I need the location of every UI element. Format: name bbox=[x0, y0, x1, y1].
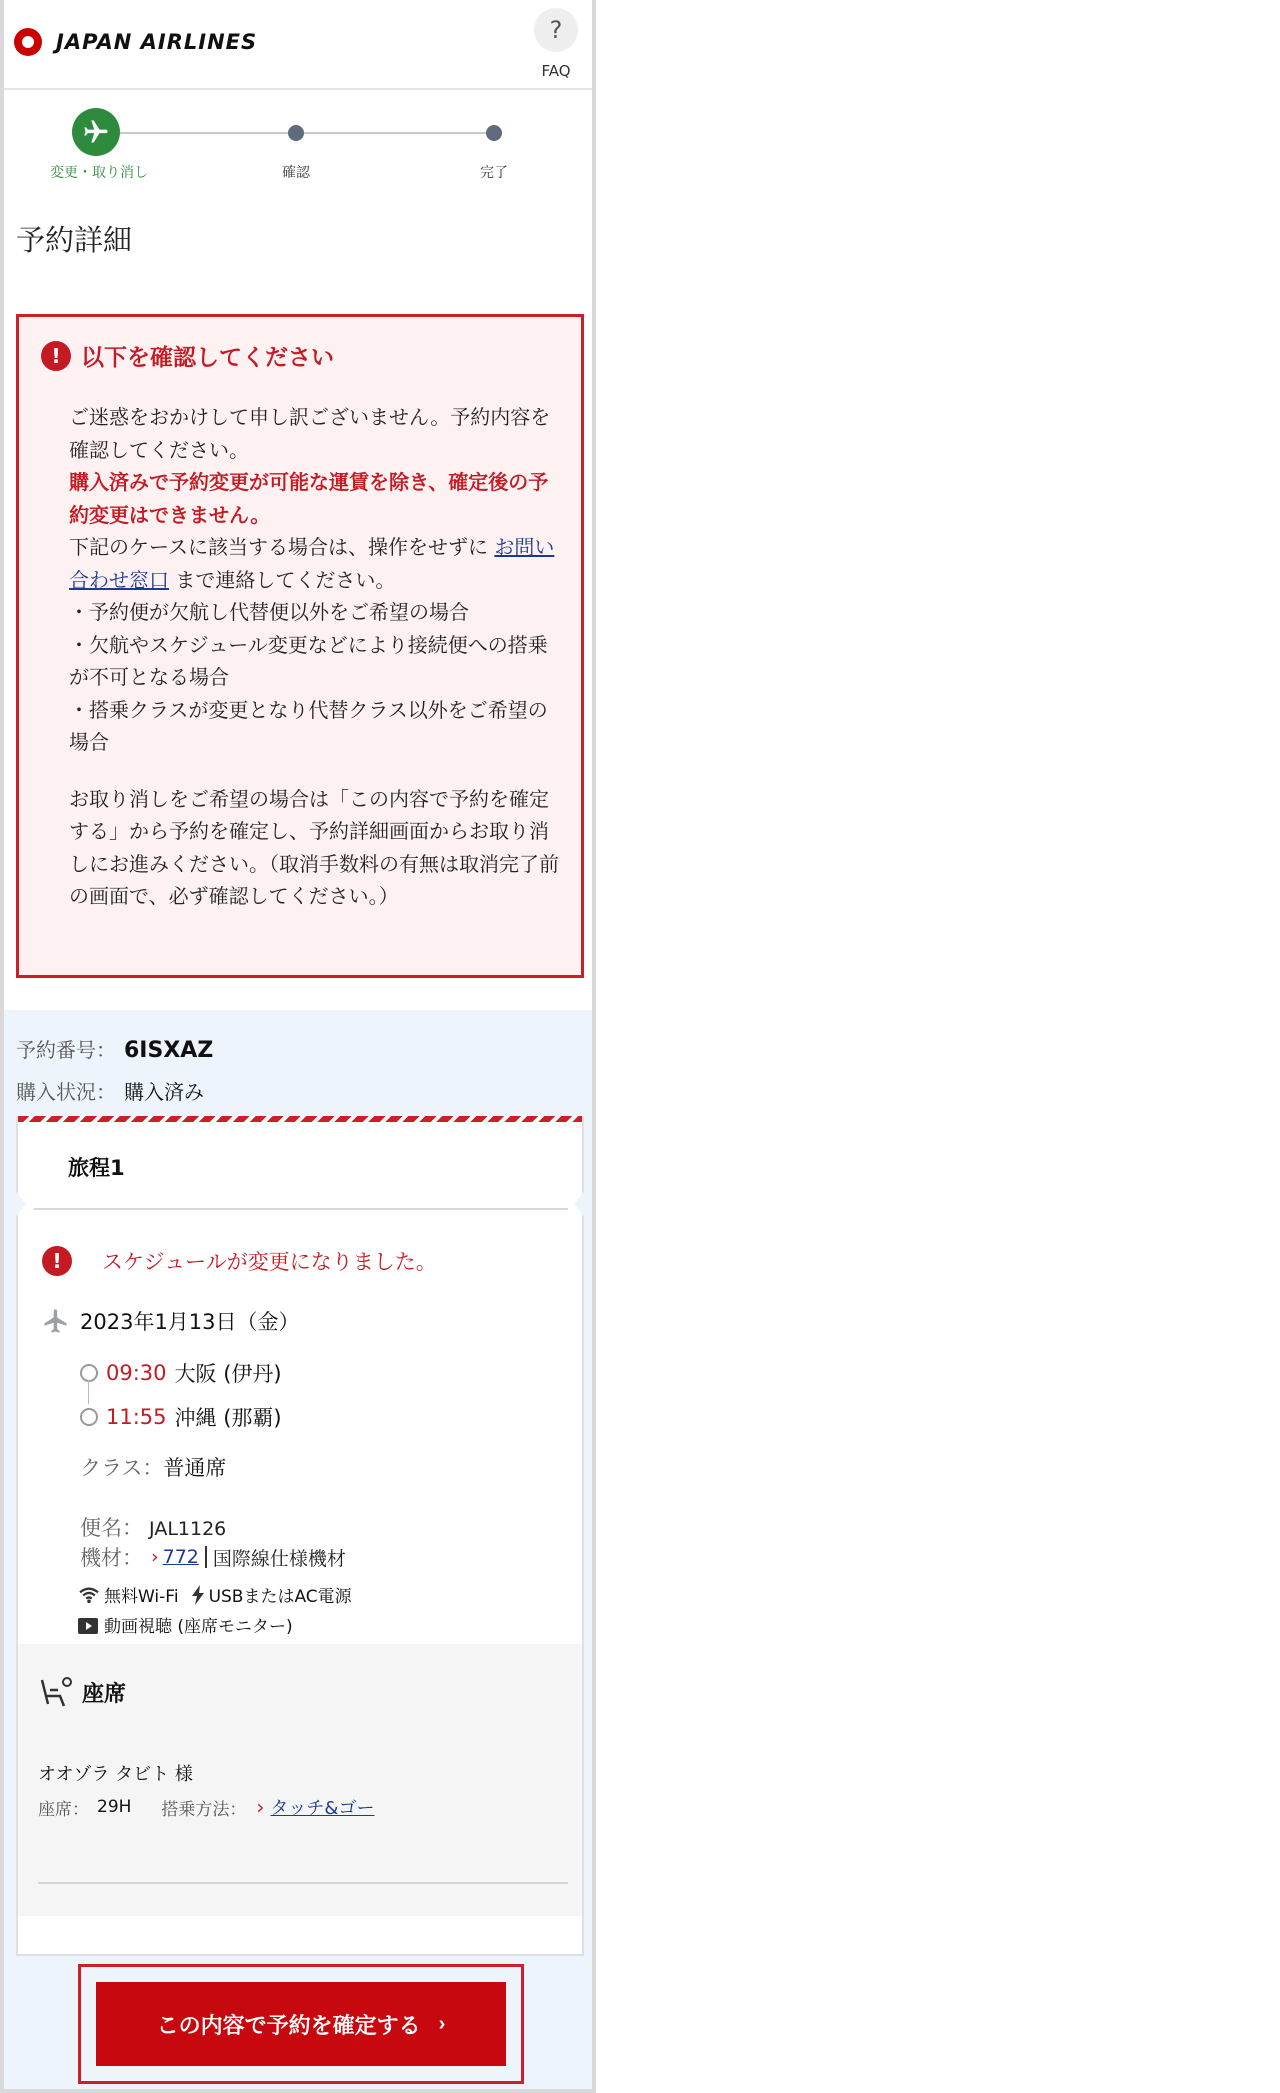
confirm-button-label: この内容で予約を確定する bbox=[156, 2012, 421, 2038]
video-text: 動画視聴 (座席モニター) bbox=[104, 1617, 293, 1637]
alert-heading bbox=[41, 339, 334, 372]
seat-heading-text: 座席 bbox=[82, 1681, 127, 1707]
cabin-class bbox=[80, 1452, 226, 1482]
flight-date-text: 2023年1月13日（金） bbox=[80, 1310, 300, 1334]
confirm-booking-button[interactable] bbox=[96, 1982, 506, 2066]
help-icon: ? bbox=[534, 8, 578, 52]
departure-time: 09:30 bbox=[106, 1361, 167, 1385]
aircraft-type-link[interactable]: 772 bbox=[162, 1546, 199, 1568]
booking-reference bbox=[16, 1034, 213, 1063]
contact-pre: 下記のケースに該当する場合は、操作をせずに bbox=[69, 535, 488, 559]
exclamation-icon: ! bbox=[42, 1246, 72, 1276]
chevron-right-icon: › bbox=[256, 1795, 265, 1819]
schedule-change-text: スケジュールが変更になりました。 bbox=[102, 1250, 437, 1274]
flight-label: 便名： bbox=[80, 1516, 143, 1540]
exclamation-icon: ! bbox=[41, 341, 71, 371]
step-label-change: 変更・取り消し bbox=[50, 165, 148, 181]
step-marker-confirm bbox=[288, 125, 304, 141]
alert-contact-text bbox=[69, 531, 559, 596]
equipment-label: 機材： bbox=[80, 1546, 143, 1570]
passenger-name: オオゾラ タビト 様 bbox=[38, 1764, 193, 1785]
amenities-row bbox=[78, 1582, 352, 1607]
page-title: 予約詳細 bbox=[16, 223, 133, 257]
status-label: 購入状況： bbox=[16, 1080, 116, 1104]
arrival-time: 11:55 bbox=[106, 1405, 167, 1429]
alert-cancel-note: お取り消しをご希望の場合は「この内容で予約を確定する」から予約を確定し、予約詳細画面からお取り消しにお進みください。（取消手数料の有無は取消完了前の画面で、必ず確認してください。） bbox=[69, 786, 559, 908]
seat-info bbox=[38, 1794, 374, 1820]
step-marker-complete bbox=[486, 125, 502, 141]
alert-important: 購入済みで予約変更が可能な運賃を除き、確定後の予約変更はできません。 bbox=[69, 470, 549, 527]
wifi-icon bbox=[78, 1586, 100, 1604]
seat-label: 座席： bbox=[38, 1799, 89, 1820]
arrival bbox=[80, 1402, 282, 1432]
contact-link[interactable]: お問い合わせ窓口 bbox=[69, 535, 555, 592]
alert-heading-text: 以下を確認してください bbox=[81, 345, 334, 371]
power-text: USBまたはAC電源 bbox=[208, 1587, 352, 1607]
status-value: 購入済み bbox=[124, 1080, 204, 1104]
crane-logo-icon bbox=[14, 28, 42, 56]
video-icon bbox=[78, 1616, 98, 1634]
warning-alert bbox=[16, 314, 584, 978]
booking-section bbox=[4, 1010, 592, 2089]
separator bbox=[205, 1546, 207, 1568]
booking-ref-label: 予約番号： bbox=[16, 1038, 116, 1062]
step-label-complete: 完了 bbox=[480, 165, 508, 181]
itinerary-card bbox=[16, 1116, 584, 1956]
card-top-stripe bbox=[18, 1116, 582, 1122]
seat-heading bbox=[38, 1676, 126, 1708]
schedule-change-notice bbox=[42, 1246, 437, 1276]
boarding-label: 搭乗方法： bbox=[161, 1799, 247, 1820]
alert-body bbox=[69, 401, 559, 913]
wifi-text: 無料Wi-Fi bbox=[104, 1587, 179, 1607]
seat-value: 29H bbox=[97, 1797, 132, 1817]
class-value: 普通席 bbox=[163, 1456, 227, 1480]
jal-logo[interactable] bbox=[14, 28, 257, 56]
alert-apology: ご迷惑をおかけして申し訳ございません。予約内容を確認してください。 bbox=[69, 405, 551, 462]
faq-button[interactable] bbox=[530, 8, 582, 80]
seat-icon bbox=[38, 1676, 72, 1708]
site-header bbox=[4, 0, 592, 90]
aircraft-desc: 国際線仕様機材 bbox=[212, 1547, 346, 1570]
card-notch-right bbox=[574, 1192, 584, 1216]
purchase-status bbox=[16, 1076, 204, 1105]
phone-frame bbox=[0, 0, 596, 2093]
booking-ref-value: 6ISXAZ bbox=[124, 1038, 214, 1063]
flight-number bbox=[80, 1512, 226, 1542]
route-connector bbox=[88, 1380, 89, 1404]
class-label: クラス： bbox=[80, 1456, 164, 1480]
progress-stepper bbox=[4, 90, 592, 190]
seat-section bbox=[18, 1644, 582, 1916]
step-label-confirm: 確認 bbox=[282, 165, 310, 181]
seat-divider bbox=[38, 1882, 568, 1884]
airplane-icon bbox=[82, 118, 110, 146]
contact-post: まで連絡してください。 bbox=[175, 567, 396, 592]
departure-place: 大阪 (伊丹) bbox=[174, 1362, 282, 1386]
lightning-icon bbox=[191, 1585, 205, 1605]
card-notch-left bbox=[16, 1192, 26, 1216]
alert-bullet: ・予約便が欠航し代替便以外をご希望の場合 bbox=[69, 600, 469, 624]
faq-label: FAQ bbox=[541, 62, 571, 80]
chevron-right-icon: › bbox=[438, 2012, 446, 2035]
arrival-place: 沖縄 (那覇) bbox=[174, 1406, 282, 1430]
departure-circle-icon bbox=[80, 1364, 98, 1382]
arrival-circle-icon bbox=[80, 1408, 98, 1426]
alert-bullet: ・欠航やスケジュール変更などにより接続便への搭乗が不可となる場合 bbox=[69, 632, 548, 689]
chevron-right-icon: › bbox=[151, 1546, 159, 1568]
card-divider bbox=[34, 1208, 568, 1210]
brand-name: JAPAN AIRLINES bbox=[56, 30, 258, 54]
flight-value: JAL1126 bbox=[149, 1518, 227, 1540]
leg-title: 旅程1 bbox=[68, 1156, 125, 1180]
step-current-marker bbox=[72, 108, 120, 156]
alert-bullet: ・搭乗クラスが変更となり代替クラス以外をご希望の場合 bbox=[69, 697, 548, 754]
flight-date bbox=[42, 1306, 300, 1336]
departure bbox=[80, 1358, 282, 1388]
aircraft-equipment bbox=[80, 1542, 346, 1572]
airplane-icon bbox=[42, 1307, 70, 1335]
boarding-method-link[interactable]: タッチ&ゴー bbox=[270, 1798, 375, 1819]
amenities-row bbox=[78, 1612, 293, 1637]
